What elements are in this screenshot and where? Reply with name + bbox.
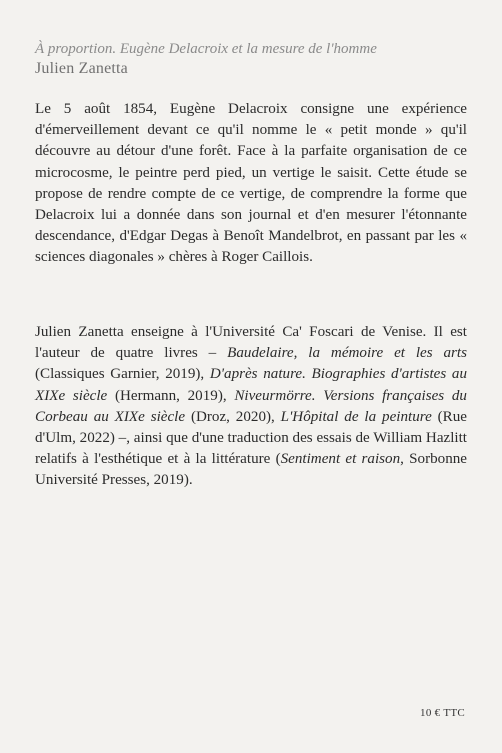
book-title-1: Baudelaire, la mémoire et les arts xyxy=(227,345,467,362)
book-title-3: Niveurmörre. Versions françaises du Corbeau au XIXe siècle xyxy=(35,387,467,425)
author-name: Julien Zanetta xyxy=(35,60,128,77)
book-title-2: D'après nature. Biographies d'artistes au XIXe siècle xyxy=(35,366,467,404)
bio-text: (Classiques Garnier, 2019), xyxy=(35,366,210,383)
bio-text: Julien Zanetta enseigne à l'Université Ca' Foscari de Venise. Il est l'auteur de quatre livres – xyxy=(35,324,467,362)
price-label: 10 € TTC xyxy=(420,707,465,719)
book-title: À proportion. Eugène Delacroix et la mesure de l'homme xyxy=(35,41,377,57)
bio-text: (Hermann, 2019), xyxy=(107,387,235,404)
bio-text: (Droz, 2020), xyxy=(185,408,281,425)
book-title-4: L'Hôpital de la peinture xyxy=(280,408,432,425)
author-bio xyxy=(35,322,467,492)
summary-text xyxy=(35,99,467,269)
bio-text: (Rue d'Ulm, 2022) –, ainsi que d'une traduction des essais de William Hazlitt relatifs à l'esthétique et à la littérature ( xyxy=(35,408,467,468)
bio-text: , Sorbonne Université Presses, 2019). xyxy=(35,451,467,489)
summary-paragraph: Le 5 août 1854, Eugène Delacroix consigne une expérience d'émerveillement devant ce qu'il nomme le « petit monde » qu'il découvre au détour d'une forêt. Face à la parfaite organisation de ce microcosme, le peintre perd pied, un vertige le saisit. Cette étude se propose de rendre compte de ce vertige, de comprendre la forme que Delacroix lui a donnée dans son journal et d'en mesurer l'étonnante descendance, d'Edgar Degas à Benoît Mandelbrot, en passant par les « sciences diagonales » chères à Roger Caillois. xyxy=(35,101,467,266)
book-title-5: Sentiment et raison xyxy=(280,451,401,468)
bio-paragraph xyxy=(35,322,467,492)
